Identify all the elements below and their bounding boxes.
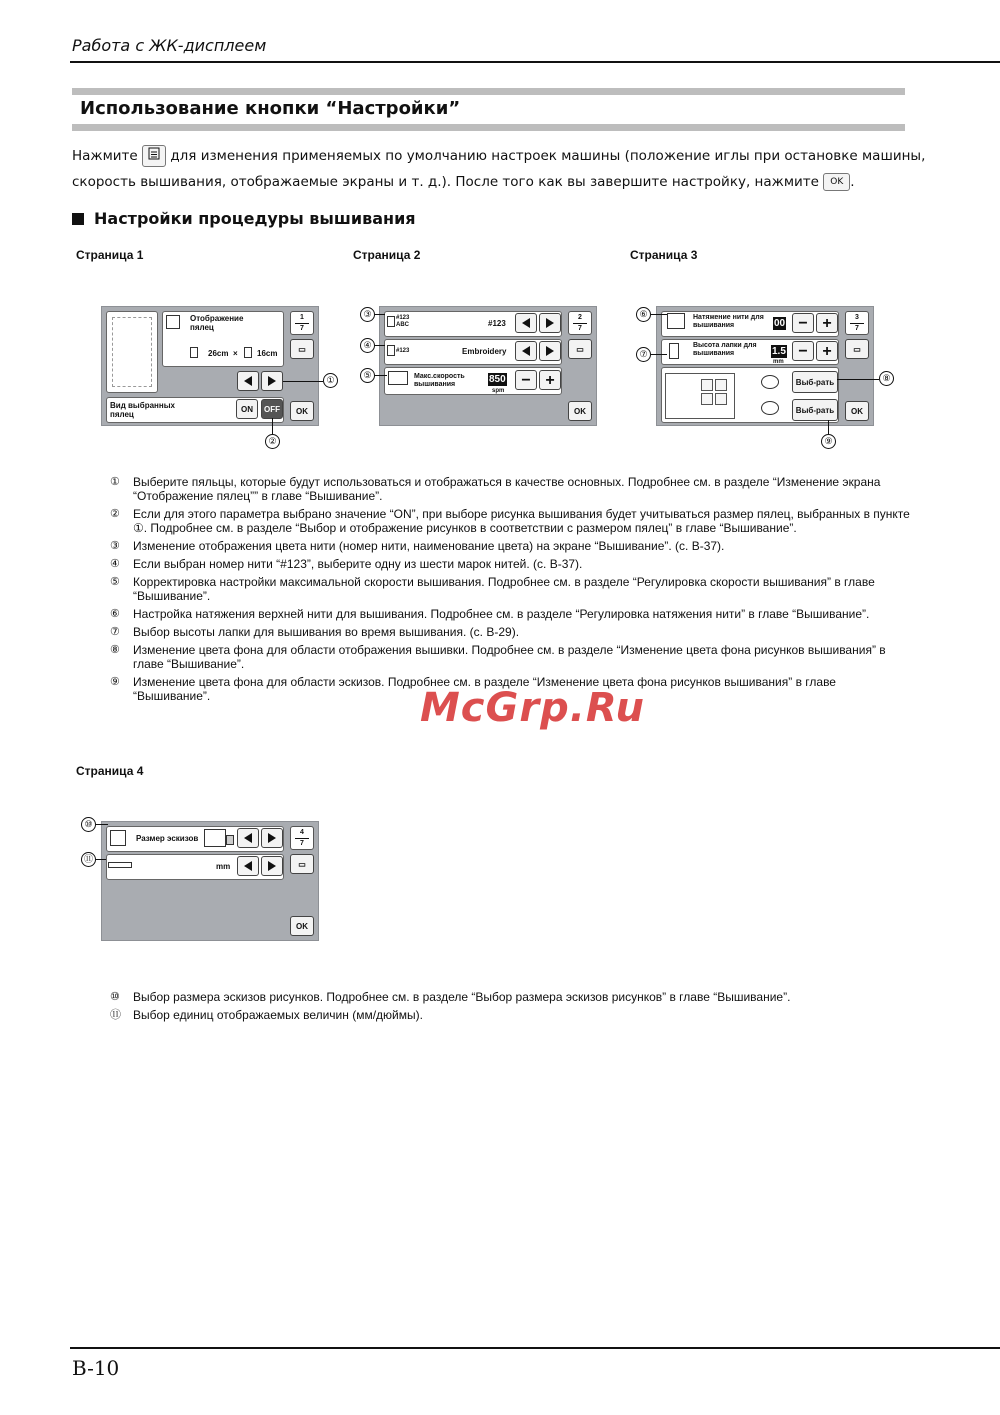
tension-label: Натяжение нити для вышивания — [693, 314, 764, 329]
ok-button[interactable]: OK — [845, 401, 869, 421]
callout-line-8 — [837, 379, 879, 380]
page4-label: Страница 4 — [76, 764, 144, 778]
page-indicator — [290, 311, 314, 335]
tension-plus-button[interactable]: + — [816, 313, 838, 333]
tension-value: 00 — [774, 318, 786, 329]
intro-paragraph — [72, 143, 932, 195]
next-thread-brand-button[interactable] — [539, 341, 561, 361]
note-number: ③ — [110, 540, 120, 552]
page-nav-icon[interactable]: ▭ — [290, 339, 314, 359]
settings-screen-page1 — [101, 306, 319, 426]
select-thumbnail-bg-button[interactable]: Выб-рать — [792, 399, 838, 421]
settings-screen-page3 — [656, 306, 874, 426]
page-nav-icon[interactable]: ▭ — [290, 854, 314, 874]
size-times: × — [233, 349, 238, 358]
page-nav-icon[interactable]: ▭ — [568, 339, 592, 359]
sketch-size-large — [204, 829, 226, 847]
note-text: Изменение отображения цвета нити (номер нити, наименование цвета) на экране “Вышивание”. (с. B-37). — [133, 539, 725, 553]
note-item — [110, 1008, 910, 1022]
note-text: Если выбран номер нити “#123”, выберите одну из шести марок нитей. (с. B-37). — [133, 557, 583, 571]
intro-text-1: Нажмите — [72, 148, 138, 164]
palette-icon — [761, 401, 779, 415]
thumbnail-cell — [715, 379, 727, 391]
running-header: Работа с ЖК-дисплеем — [72, 36, 267, 55]
callout-5: ⑤ — [360, 368, 375, 383]
note-number: ⑤ — [110, 576, 120, 588]
settings-screen-page2 — [379, 306, 597, 426]
note-text: Изменение цвета фона для области эскизов. Подробнее см. в разделе “Изменение цвета фона рисунков вышивания” в главе “Вышивание”. — [133, 675, 836, 703]
thumbnail-icon — [110, 830, 126, 846]
display-hoop-label: Отображение пялец — [190, 314, 244, 332]
next-sketch-size-button[interactable] — [261, 828, 283, 848]
thread-number-icon-label: #123 ABC — [396, 315, 410, 328]
note-item — [110, 557, 910, 571]
note-number: ⑨ — [110, 676, 120, 688]
subsection-title — [72, 209, 416, 228]
page-nav-icon[interactable]: ▭ — [845, 339, 869, 359]
sketch-size-label: Размер эскизов — [136, 834, 199, 843]
on-button[interactable]: ON — [236, 399, 258, 419]
hoop-height-icon — [244, 347, 252, 358]
note-item — [110, 539, 910, 553]
page-number: 3 — [850, 313, 864, 324]
section-bar-top — [72, 88, 905, 95]
selected-hoop-label: Вид выбранных пялец — [110, 401, 175, 419]
callout-11: ⑪ — [81, 852, 96, 867]
note-number: ⑧ — [110, 644, 120, 656]
note-item — [110, 507, 910, 535]
thread-display-value: #123 — [488, 319, 506, 328]
sketch-size-small — [226, 835, 234, 845]
note-item — [110, 607, 910, 621]
note-number: ⑥ — [110, 608, 120, 620]
ok-button[interactable]: OK — [568, 401, 592, 421]
presser-foot-icon — [669, 343, 679, 359]
page-total: 7 — [578, 325, 582, 332]
note-text: Выберите пяльцы, которые будут использоваться и отображаться в качестве основных. Подробнее см. в разделе “Изменение экрана “Отображение пялец”” в главе “Вышивание”. — [133, 475, 881, 503]
select-embroidery-bg-button[interactable]: Выб-рать — [792, 371, 838, 393]
note-number: ④ — [110, 558, 120, 570]
callout-3: ③ — [360, 307, 375, 322]
thread-brand-value: Embroidery — [462, 347, 507, 356]
note-item — [110, 643, 910, 671]
note-text: Выбор высоты лапки для вышивания во время вышивания. (с. B-29). — [133, 625, 520, 639]
note-number: ⑪ — [110, 1009, 121, 1021]
page2-label: Страница 2 — [353, 248, 421, 262]
notes-list — [110, 475, 910, 707]
note-text: Выбор размера эскизов рисунков. Подробнее см. в разделе “Выбор размера эскизов рисунков” в главе “Вышивание”. — [133, 990, 791, 1004]
next-unit-button[interactable] — [261, 856, 283, 876]
page-number: 4 — [295, 828, 309, 839]
callout-9: ⑨ — [821, 434, 836, 449]
height-plus-button[interactable]: + — [816, 341, 838, 361]
page1-label: Страница 1 — [76, 248, 144, 262]
callout-2: ② — [265, 434, 280, 449]
callout-line-2 — [272, 418, 273, 434]
callout-line-7 — [651, 354, 667, 355]
hoop-icon — [166, 315, 180, 329]
prev-thread-display-button[interactable] — [515, 313, 537, 333]
callout-line-4 — [375, 345, 385, 346]
tension-icon — [667, 313, 685, 329]
watermark: McGrp.Ru — [420, 685, 645, 731]
prev-unit-button[interactable] — [237, 856, 259, 876]
hoop-width: 26cm — [208, 349, 229, 358]
footer-rule — [70, 1347, 1000, 1349]
section-title: Использование кнопки “Настройки” — [80, 98, 461, 119]
prev-sketch-size-button[interactable] — [237, 828, 259, 848]
thread-number-icon — [387, 316, 395, 327]
callout-10: ⑩ — [81, 817, 96, 832]
callout-1: ① — [323, 373, 338, 388]
speed-minus-button[interactable]: − — [515, 370, 537, 390]
ok-inline-button: OK — [823, 173, 850, 191]
callout-6: ⑥ — [636, 307, 651, 322]
page-total: 7 — [300, 840, 304, 847]
note-item — [110, 625, 910, 639]
note-text: Изменение цвета фона для области отображения вышивки. Подробнее см. в разделе “Изменение цвета фона рисунков вышивания” в главе “Вышивание”. — [133, 643, 886, 671]
thumbnail-cell — [701, 393, 713, 405]
note-text: Настройка натяжения верхней нити для вышивания. Подробнее см. в разделе “Регулировка натяжения нити” в главе “Вышивание”. — [133, 607, 870, 621]
page-number-footer: B-10 — [72, 1356, 120, 1380]
hoop-height: 16cm — [257, 349, 278, 358]
hoop-width-icon — [190, 347, 198, 358]
next-thread-display-button[interactable] — [539, 313, 561, 333]
thread-brand-icon — [387, 345, 395, 356]
speed-unit: spm — [492, 388, 505, 394]
note-number: ⑦ — [110, 626, 120, 638]
foot-height-value: 1.5 — [772, 346, 786, 357]
callout-line-5 — [375, 375, 387, 376]
settings-screen-page4 — [101, 821, 319, 941]
tension-minus-button[interactable]: − — [792, 313, 814, 333]
off-button[interactable]: OFF — [261, 399, 283, 419]
thread-brand-icon-label: #123 — [396, 348, 410, 354]
subsection-title-text: Настройки процедуры вышивания — [94, 209, 416, 228]
intro-text-2: для изменения применяемых по умолчанию настроек машины (положение иглы при остановке машины, скорость вышивания, отображаемые экраны и т. д.). После того как вы завершите настройку, нажмите — [72, 148, 926, 190]
callout-line-9 — [828, 420, 829, 434]
palette-icon — [761, 375, 779, 389]
note-number: ② — [110, 508, 120, 520]
prev-thread-brand-button[interactable] — [515, 341, 537, 361]
speed-icon — [388, 371, 408, 385]
ok-button[interactable]: OK — [290, 401, 314, 421]
note-text: Если для этого параметра выбрано значение “ON”, при выборе рисунка вышивания будет учитываться размер пялец, выбранных в пункте ①. Подробнее см. в разделе “Выбор и отображение рисунков в соответствии с размером пялец” в главе “Вышивание”. — [133, 507, 910, 535]
callout-8: ⑧ — [879, 371, 894, 386]
page3-label: Страница 3 — [630, 248, 698, 262]
note-item — [110, 575, 910, 603]
note-item — [110, 990, 910, 1004]
callout-line-10 — [96, 824, 108, 825]
section-bar-bottom — [72, 124, 905, 131]
speed-plus-button[interactable]: + — [539, 370, 561, 390]
ruler-icon — [108, 862, 132, 868]
notes-list-2 — [110, 990, 910, 1026]
square-bullet-icon — [72, 213, 84, 225]
thumbnail-cell — [715, 393, 727, 405]
note-text: Выбор единиц отображаемых величин (мм/дюймы). — [133, 1008, 423, 1022]
header-rule — [70, 61, 1000, 63]
page-number: 1 — [295, 313, 309, 324]
callout-line-1 — [283, 381, 323, 382]
page-indicator — [290, 826, 314, 850]
foot-height-label: Высота лапки для вышивания — [693, 342, 757, 357]
note-number: ⑩ — [110, 991, 120, 1003]
height-minus-button[interactable]: − — [792, 341, 814, 361]
speed-value: 850 — [489, 374, 506, 385]
callout-line-6 — [651, 314, 667, 315]
note-text: Корректировка настройки максимальной скорости вышивания. Подробнее см. в разделе “Регулировка скорости вышивания” в главе “Вышивание”. — [133, 575, 875, 603]
ok-button[interactable]: OK — [290, 916, 314, 936]
page-indicator — [568, 311, 592, 335]
hoop-preview — [106, 311, 158, 393]
thumbnail-cell — [701, 379, 713, 391]
prev-hoop-button[interactable] — [237, 371, 259, 391]
page-total: 7 — [855, 325, 859, 332]
callout-4: ④ — [360, 338, 375, 353]
note-number: ① — [110, 476, 120, 488]
settings-icon — [142, 145, 166, 167]
unit-value: mm — [216, 862, 231, 871]
next-hoop-button[interactable] — [261, 371, 283, 391]
callout-line-3 — [375, 314, 385, 315]
speed-label: Макс.скорость вышивания — [414, 373, 465, 388]
note-item — [110, 475, 910, 503]
page-indicator — [845, 311, 869, 335]
page-total: 7 — [300, 325, 304, 332]
callout-line-11 — [96, 859, 106, 860]
callout-7: ⑦ — [636, 347, 651, 362]
page-number: 2 — [573, 313, 587, 324]
foot-height-unit: mm — [773, 359, 784, 365]
intro-end: . — [850, 174, 855, 190]
